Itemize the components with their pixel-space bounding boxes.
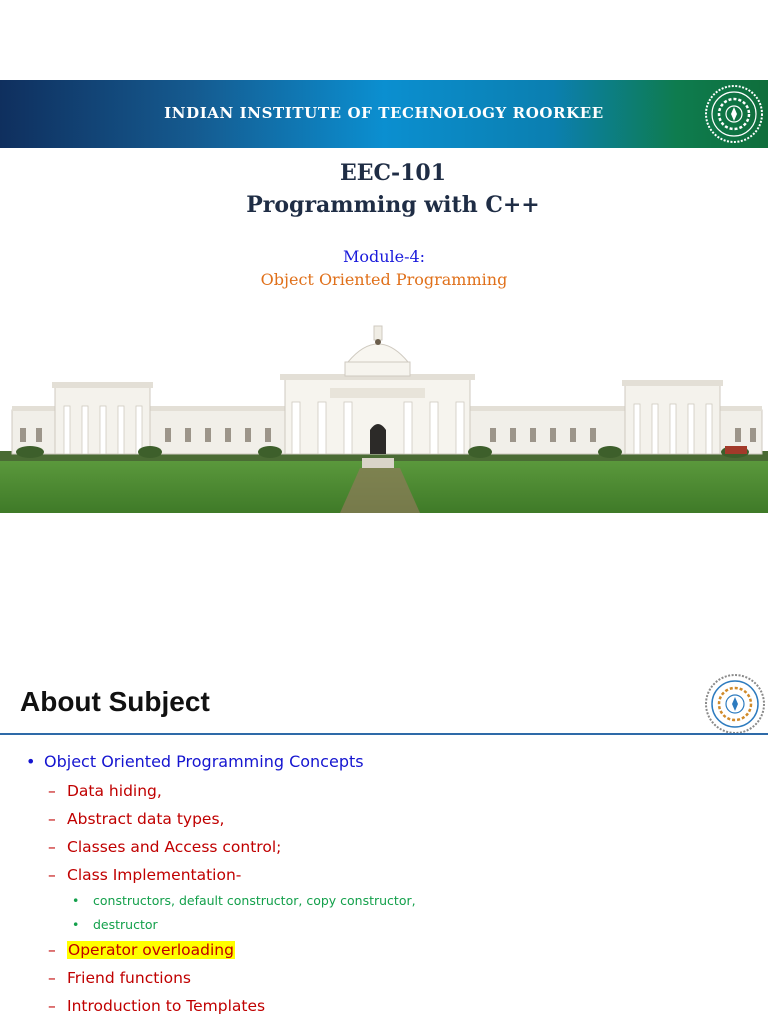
course-name: Programming with C++ <box>246 192 540 218</box>
sub-bullet-text: Introduction to Templates <box>67 997 266 1015</box>
sub-bullet-marker: – <box>48 810 56 828</box>
sub-bullet-classes-access-control <box>48 838 281 856</box>
sub-bullet-text: Class Implementation- <box>67 866 242 884</box>
building-photo <box>0 318 768 513</box>
module-title: Object Oriented Programming <box>260 270 508 289</box>
institute-name: INDIAN INSTITUTE OF TECHNOLOGY ROORKEE <box>164 104 604 122</box>
sub-bullet-text: Abstract data types, <box>67 810 225 828</box>
bullet-oop-concepts <box>26 752 364 771</box>
sub-bullet-text: Data hiding, <box>67 782 162 800</box>
sub-bullet-marker: – <box>48 838 56 856</box>
sub-bullet-operator-overloading <box>48 941 235 959</box>
sub-sub-bullet-text: destructor <box>93 917 158 932</box>
sub-bullet-class-implementation <box>48 866 241 884</box>
iit-roorkee-seal-icon <box>704 673 766 735</box>
sub-sub-bullet-marker: • <box>72 917 80 932</box>
course-code: EEC-101 <box>339 160 447 186</box>
slide-title: About Subject <box>20 686 210 717</box>
module-label: Module-4: <box>342 247 426 266</box>
sub-bullet-marker: – <box>48 866 56 884</box>
sub-sub-bullet-destructor <box>72 917 158 932</box>
sub-sub-bullet-marker: • <box>72 893 80 908</box>
sub-bullet-abstract-data-types <box>48 810 224 828</box>
highlighted-bullet-text: Operator overloading <box>68 941 234 959</box>
sub-bullet-marker: – <box>48 941 56 959</box>
sub-bullet-templates <box>48 997 265 1015</box>
bullet-marker: • <box>26 752 36 771</box>
sub-bullet-marker: – <box>48 969 56 987</box>
sub-sub-bullet-text: constructors, default constructor, copy constructor, <box>93 893 416 908</box>
sub-bullet-text: Classes and Access control; <box>67 838 282 856</box>
sub-bullet-data-hiding <box>48 782 162 800</box>
title-divider <box>0 733 768 735</box>
sub-bullet-marker: – <box>48 997 56 1015</box>
bullet-text: Object Oriented Programming Concepts <box>44 752 364 771</box>
sub-bullet-text: Friend functions <box>67 969 191 987</box>
sub-bullet-marker: – <box>48 782 56 800</box>
iit-roorkee-seal-icon <box>704 84 764 144</box>
sub-sub-bullet-constructors <box>72 893 416 908</box>
about-subject-slide <box>0 670 768 1024</box>
sub-bullet-friend-functions <box>48 969 191 987</box>
